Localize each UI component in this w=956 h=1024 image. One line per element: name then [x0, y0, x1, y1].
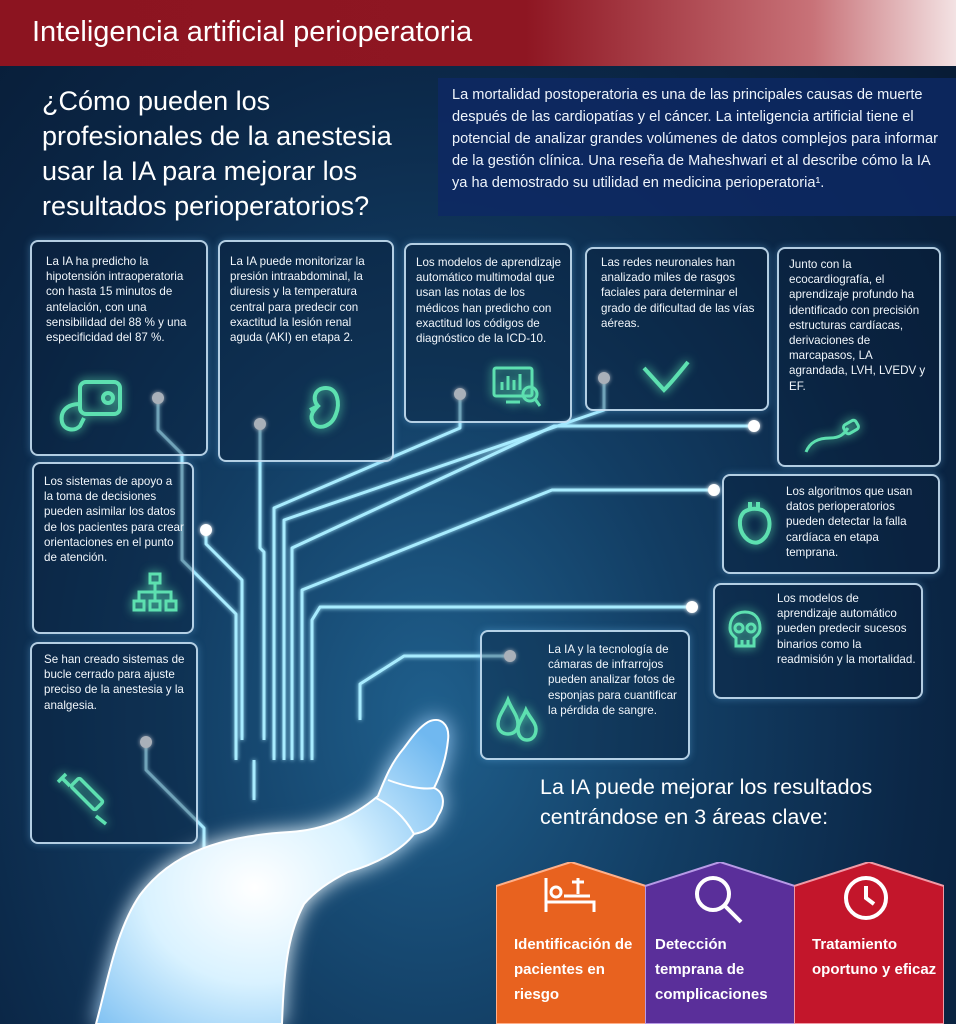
syringe-icon	[56, 774, 110, 826]
fact-text-closed-loop: Se han creado sistemas de bucle cerrado para ajuste preciso de la anestesia y la analgesia.	[44, 653, 185, 712]
magnifier-icon	[691, 874, 747, 929]
fact-text-mortality: Los modelos de aprendizaje automático pueden predecir sucesos binarios como la readmisión y la mortalidad.	[777, 592, 916, 666]
fact-text-heart: Los algoritmos que usan datos perioperatorios pueden detectar la falla cardíaca en etapa temprana.	[786, 485, 913, 559]
laryngoscope-icon	[642, 358, 692, 398]
ultrasound-probe-icon	[804, 418, 862, 456]
page-title: Inteligencia artificial perioperatoria	[32, 16, 473, 48]
flowchart-icon	[132, 572, 180, 612]
fact-text-hypotension: La IA ha predicho la hipotensión intraoperatoria con hasta 15 minutos de antelación, con una sensibilidad del 88 % y una especificidad del 87 %.	[46, 255, 187, 345]
area-card-treatment	[794, 862, 944, 1024]
fact-text-blood: La IA y la tecnología de cámaras de infrarrojos pueden analizar fotos de esponjas para cuantificar la pérdida de sangre.	[548, 643, 677, 717]
fact-text-echo: Junto con la ecocardiografía, el aprendizaje profundo ha identificado con precisión estructuras cardíacas, derivaciones de marcapasos, LA agrandada, LVH, LVEDV y EF.	[789, 258, 926, 393]
area-label-detection: Detección temprana de complicaciones	[655, 936, 768, 1003]
fact-box-icd	[404, 243, 572, 423]
intro-text: La mortalidad postoperatoria es una de las principales causas de muerte después de las cardiopatías y el cáncer. La inteligencia artificial tiene el potencial de analizar grandes volúmenes de datos complejos para informar de la gestión clínica. Una reseña de Maheshwari et al describe cómo la IA ya ha demostrado su utilidad en medicina perioperatoria¹.	[452, 87, 938, 191]
monitor-chart-icon	[492, 366, 542, 410]
area-label-risk: Identificación de pacientes en riesgo	[514, 936, 633, 1003]
skull-icon	[728, 610, 762, 650]
area-card-detection	[645, 862, 795, 1024]
heart-icon	[736, 498, 772, 546]
fact-text-airway: Las redes neuronales han analizado miles de rasgos faciales para determinar el grado de dificultad de las vías aéreas.	[601, 256, 755, 330]
clock-icon	[840, 874, 896, 929]
area-label-treatment: Tratamiento oportuno y eficaz	[812, 936, 937, 978]
fact-text-decision: Los sistemas de apoyo a la toma de decisiones pueden asimilar los datos de los pacientes para crear orientaciones en el punto de atención.	[44, 475, 184, 565]
fact-text-kidney: La IA puede monitorizar la presión intraabdominal, la diuresis y la temperatura central para predecir con exactitud la lesión renal aguda (AKI) en etapa 2.	[230, 255, 365, 345]
area-card-risk	[496, 862, 646, 1024]
intro-panel	[438, 78, 956, 216]
kidney-icon	[306, 384, 342, 432]
blood-pressure-cuff-icon	[56, 378, 126, 434]
patient-bed-icon	[542, 874, 598, 921]
fact-text-icd: Los modelos de aprendizaje automático multimodal que usan las notas de los médicos han predicho con exactitud los códigos de diagnóstico de la ICD-10.	[416, 256, 562, 346]
drops-icon	[496, 696, 538, 744]
main-question: ¿Cómo pueden los profesionales de la anestesia usar la IA para mejorar los resultados perioperatorios?	[42, 86, 392, 221]
areas-title: La IA puede mejorar los resultados centrándose en 3 áreas clave:	[540, 775, 873, 829]
